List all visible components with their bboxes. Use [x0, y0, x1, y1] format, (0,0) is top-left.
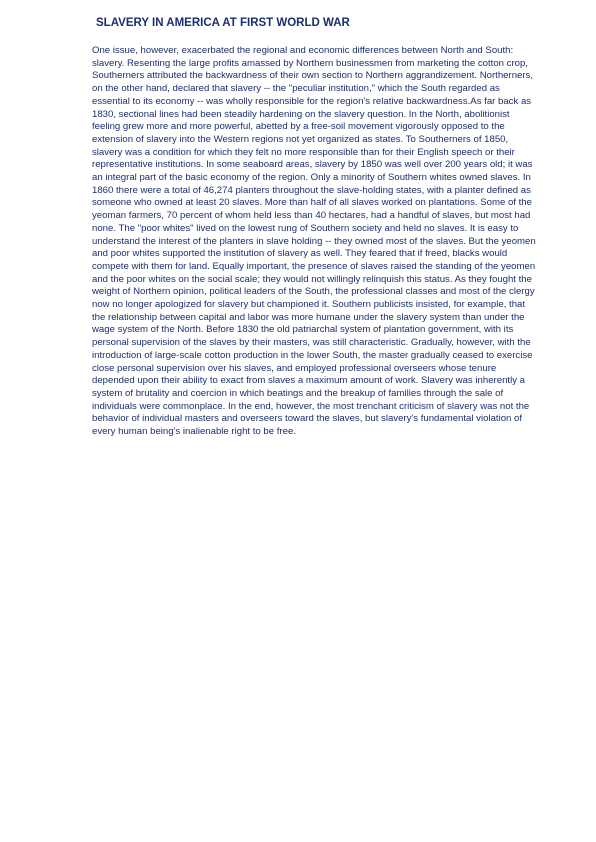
document-title: SLAVERY IN AMERICA AT FIRST WORLD WAR [96, 17, 350, 29]
body-paragraph: One issue, however, exacerbated the regional and economic differences between North and South: slavery. Resenting the large profits amassed by Northern businessmen from marketing the cotton crop, Southerners attributed the backwardness of their own section to Northern aggrandizement. Northerners, on the other hand, declared that slavery -- the "peculiar institution," which the South regarded as essential to its economy -- was wholly responsible for the region's relative backwardness.As far back as 1830, sectional lines had been steadily hardening on the slavery question. In the North, abolitionist feeling grew more and more powerful, abetted by a free-soil movement vigorously opposed to the extension of slavery into the Western regions not yet organized as states. To Southerners of 1850, slavery was a condition for which they felt no more responsible than for their English speech or their representative institutions. In some seaboard areas, slavery by 1850 was well over 200 years old; it was an integral part of the basic economy of the region. Only a minority of Southern whites owned slaves. In 1860 there were a total of 46,274 planters throughout the slave-holding states, with a planter defined as someone who owned at least 20 slaves. More than half of all slaves worked on plantations. Some of the yeoman farmers, 70 percent of whom held less than 40 hectares, had a handful of slaves, but most had none. The "poor whites" lived on the lowest rung of Southern society and held no slaves. It is easy to understand the interest of the planters in slave holding -- they owned most of the slaves. But the yeomen and poor whites supported the institution of slavery as well. They feared that if freed, blacks would compete with them for land. Equally important, the presence of slaves raised the standing of the yeomen and the poor whites on the social scale; they would not willingly relinquish this status. As they fought the weight of Northern opinion, political leaders of the South, the professional classes and most of the clergy now no longer apologized for slavery but championed it. Southern publicists insisted, for example, that the relationship between capital and labor was more humane under the slavery system than under the wage system of the North. Before 1830 the old patriarchal system of plantation government, with its personal supervision of the slaves by their masters, was still characteristic. Gradually, however, with the introduction of large-scale cotton production in the lower South, the master gradually ceased to exercise close personal supervision over his slaves, and employed professional overseers whose tenure depended upon their ability to exact from slaves a maximum amount of work. Slavery was inherently a system of brutality and coercion in which beatings and the breakup of families through the sale of individuals were commonplace. In the end, however, the most trenchant criticism of slavery was not the behavior of individual masters and overseers toward the slaves, but slavery's fundamental violation of every human being's inalienable right to be free. [92, 45, 536, 438]
